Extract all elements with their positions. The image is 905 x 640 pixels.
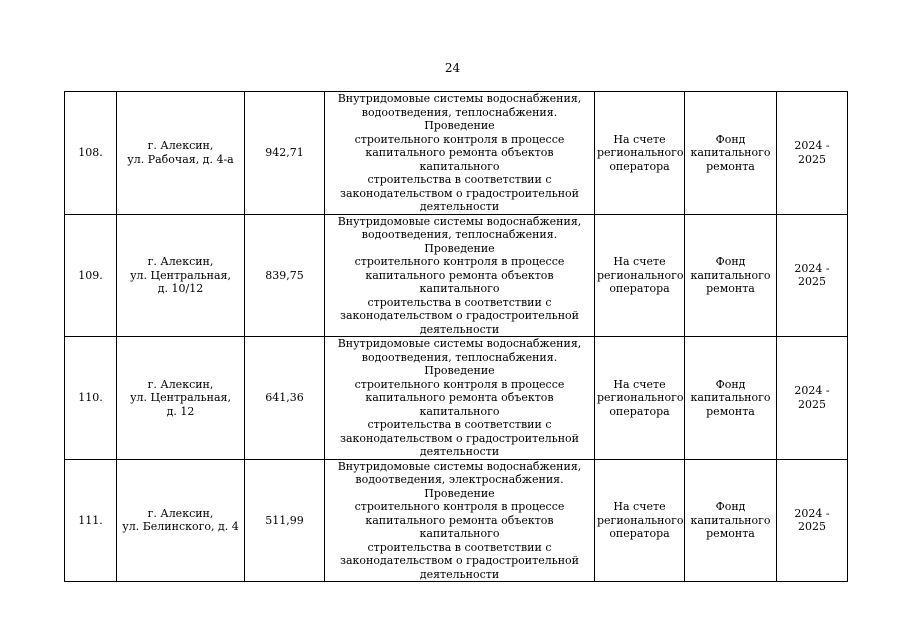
area-cell: 839,75 <box>245 214 325 337</box>
area-cell: 641,36 <box>245 337 325 460</box>
work-description-cell: Внутридомовые системы водоснабжения, водоотведения, электроснабжения. Проведение строительного контроля в процессе капитального ремонта объектов капитального строительства в соответствии с законодательством о градостроительной деятельности <box>325 459 595 582</box>
page-number: 24 <box>444 61 461 75</box>
table-row <box>65 92 848 215</box>
account-cell: На счете регионального оператора <box>595 92 685 215</box>
period-cell: 2024 - 2025 <box>777 214 848 337</box>
account-cell: На счете регионального оператора <box>595 214 685 337</box>
work-description-cell: Внутридомовые системы водоснабжения, водоотведения, теплоснабжения. Проведение строительного контроля в процессе капитального ремонта объектов капитального строительства в соответствии с законодательством о градостроительной деятельности <box>325 214 595 337</box>
account-cell: На счете регионального оператора <box>595 459 685 582</box>
work-description-cell: Внутридомовые системы водоснабжения, водоотведения, теплоснабжения. Проведение строительного контроля в процессе капитального ремонта объектов капитального строительства в соответствии с законодательством о градостроительной деятельности <box>325 337 595 460</box>
area-cell: 942,71 <box>245 92 325 215</box>
funding-source-cell: Фонд капитального ремонта <box>685 337 777 460</box>
funding-source-cell: Фонд капитального ремонта <box>685 92 777 215</box>
funding-source-cell: Фонд капитального ремонта <box>685 214 777 337</box>
address-cell: г. Алексин, ул. Центральная, д. 10/12 <box>117 214 245 337</box>
table-row <box>65 214 848 337</box>
address-cell: г. Алексин, ул. Белинского, д. 4 <box>117 459 245 582</box>
period-cell: 2024 - 2025 <box>777 337 848 460</box>
address-cell: г. Алексин, ул. Рабочая, д. 4-а <box>117 92 245 215</box>
funding-source-cell: Фонд капитального ремонта <box>685 459 777 582</box>
row-number: 109. <box>65 214 117 337</box>
period-cell: 2024 - 2025 <box>777 459 848 582</box>
work-description-cell: Внутридомовые системы водоснабжения, водоотведения, теплоснабжения. Проведение строительного контроля в процессе капитального ремонта объектов капитального строительства в соответствии с законодательством о градостроительной деятельности <box>325 92 595 215</box>
table-row <box>65 459 848 582</box>
account-cell: На счете регионального оператора <box>595 337 685 460</box>
table-row <box>65 337 848 460</box>
row-number: 108. <box>65 92 117 215</box>
row-number: 111. <box>65 459 117 582</box>
repair-program-table <box>64 91 848 582</box>
address-cell: г. Алексин, ул. Центральная, д. 12 <box>117 337 245 460</box>
row-number: 110. <box>65 337 117 460</box>
area-cell: 511,99 <box>245 459 325 582</box>
period-cell: 2024 - 2025 <box>777 92 848 215</box>
